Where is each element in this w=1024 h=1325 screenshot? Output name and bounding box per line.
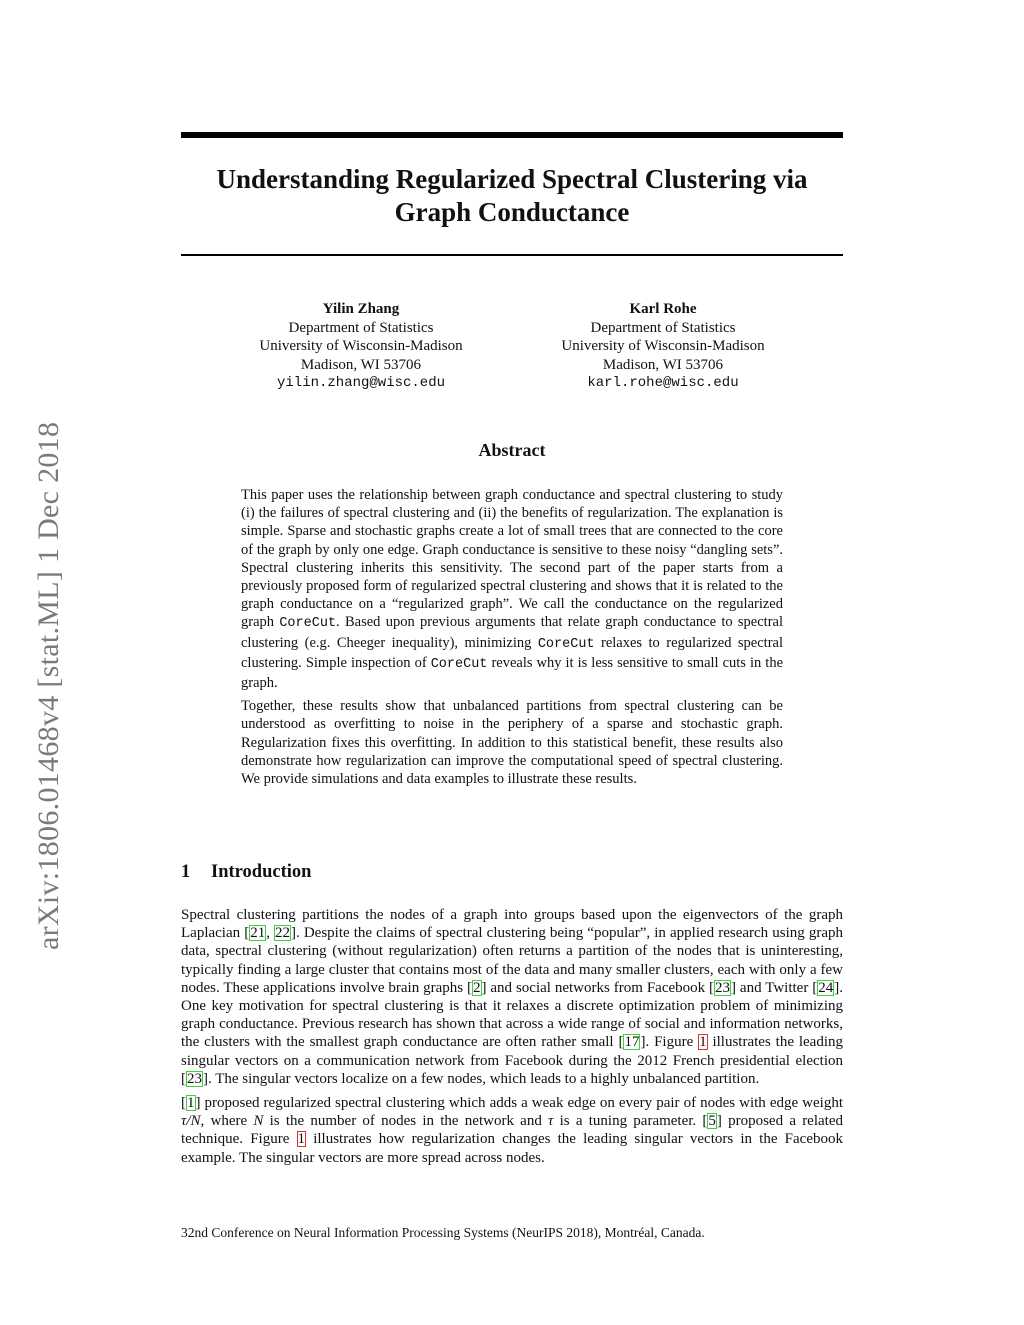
intro-text: ]. One key motivation for spectral clustering is that it relaxes a discrete optimization problem of minimizing graph conductance. Previous research has shown that across a wide range of social and information networks, the clusters with the smallest graph conductance are often rather small [	[181, 979, 843, 1051]
intro-text: ]. Figure	[640, 1034, 699, 1051]
intro-text: Spectral clustering partitions the nodes of a graph into groups based upon the eigenvectors of the graph Laplacian [	[181, 907, 843, 942]
abstract-text: This paper uses the relationship between graph conductance and spectral clustering to study (i) the failures of spectral clustering and (ii) the benefits of regularization. The explanation is simple. Sparse and stochastic graphs create a lot of small trees that are connected to the core of the graph by only one edge. Graph conductance is sensitive to these noisy “dangling sets”. Spectral clustering inherits this sensitivity. The second part of the paper starts from a previously proposed form of regularized spectral clustering and shows that it is related to the graph conductance on a “regularized graph”. We call the conductance on the regularized graph	[241, 487, 783, 631]
citation-link[interactable]: 22	[275, 925, 291, 942]
intro-text: illustrates the leading singular vectors on a communication network from Facebook during the 2012 French presidential election [	[181, 1034, 843, 1087]
intro-text: ]. Despite the claims of spectral clustering being “popular”, in applied research using graph data, spectral clustering (without regularization) often returns a partition of the nodes that is uninteresting, typically finding a large cluster that contains most of the data and many smaller clusters, each with only a few nodes. These applications involve brain graphs [	[181, 925, 843, 996]
title-line-2: Graph Conductance	[394, 197, 630, 227]
citation-link[interactable]: 24	[818, 979, 834, 996]
conference-footnote: 32nd Conference on Neural Information Processing Systems (NeurIPS 2018), Montréal, Canada.	[181, 1225, 705, 1240]
citation-link[interactable]: 1	[187, 1095, 195, 1112]
intro-text: ] and Twitter [	[731, 979, 818, 996]
intro-text: ] and social networks from Facebook [	[481, 979, 715, 996]
abstract-text: . Based upon previous arguments that relate graph conductance to spectral clustering (e.g. Cheeger inequality), minimizing	[241, 614, 783, 651]
citation-link[interactable]: 23	[187, 1070, 202, 1087]
figure-link[interactable]: 1	[699, 1034, 707, 1051]
intro-text: is the number of nodes in the network and	[263, 1113, 549, 1130]
author-name: Karl Rohe	[629, 301, 697, 317]
intro-text: ] proposed regularized spectral clustering which adds a weak edge on every pair of nodes with edge weight	[195, 1095, 843, 1112]
arxiv-stamp: arXiv:1806.01468v4 [stat.ML] 1 Dec 2018	[32, 421, 65, 950]
title-bottom-rule	[181, 254, 843, 256]
abstract-body	[241, 486, 783, 793]
citation-link[interactable]: 2	[473, 979, 481, 996]
section-number: 1	[181, 862, 191, 882]
section-title: Introduction	[211, 862, 312, 882]
abstract-heading: Abstract	[478, 440, 546, 460]
author-block-2	[513, 300, 813, 393]
citation-link[interactable]: 5	[708, 1113, 716, 1130]
author-department: Department of Statistics	[590, 319, 736, 336]
math-symbol: τ/N	[181, 1113, 201, 1130]
author-department: Department of Statistics	[288, 319, 434, 336]
intro-text: ,	[266, 925, 275, 942]
abstract-paragraph-2: Together, these results show that unbalanced partitions from spectral clustering can be understood as overfitting to noise in the periphery of a sparse and stochastic graph. Regularization fixes this overfitting. In addition to this statistical benefit, these results also demonstrate how regularization can improve the computational speed of spectral clustering. We provide simulations and data examples to illustrate these results.	[241, 698, 783, 788]
author-block-1	[211, 300, 511, 393]
paper-title	[181, 163, 843, 229]
author-city: Madison, WI 53706	[300, 356, 422, 373]
title-top-rule	[181, 132, 843, 138]
intro-text: ]. The singular vectors localize on a few nodes, which leads to a highly unbalanced partition.	[203, 1070, 760, 1087]
author-email[interactable]: karl.rohe@wisc.edu	[587, 375, 739, 391]
abstract-paragraph-1	[241, 486, 783, 692]
citation-link[interactable]: 17	[624, 1034, 640, 1051]
section-heading	[181, 862, 311, 883]
figure-link[interactable]: 1	[297, 1131, 306, 1148]
author-city: Madison, WI 53706	[602, 356, 724, 373]
corecut-term: CoreCut	[279, 616, 337, 632]
intro-text: ] proposed a related technique. Figure	[181, 1113, 843, 1148]
abstract-text: relaxes to regularized spectral clustering. Simple inspection of	[241, 634, 783, 671]
intro-paragraph-2: [1] proposed regularized spectral clustering which adds a weak edge on every pair of nodes with edge weight τ/N, where N is the number of nodes in the network and τ is a tuning parameter. [5] proposed a related technique. Figure 1 illustrates how regularization changes the leading singular vectors in the Facebook example. The singular vectors are more spread across nodes.	[181, 1095, 843, 1166]
citation-link[interactable]: 21	[250, 925, 266, 942]
author-name: Yilin Zhang	[322, 301, 400, 317]
introduction-body	[181, 906, 843, 1173]
abstract-text: reveals why it is less sensitive to small cuts in the graph.	[241, 654, 784, 692]
corecut-term: CoreCut	[430, 656, 488, 672]
math-symbol: τ	[548, 1113, 554, 1130]
math-symbol: N	[253, 1113, 264, 1130]
intro-text: , where	[200, 1113, 254, 1130]
intro-paragraph-1	[181, 906, 843, 1088]
author-university: University of Wisconsin-Madison	[561, 338, 765, 354]
corecut-term: CoreCut	[537, 636, 595, 652]
author-university: University of Wisconsin-Madison	[259, 338, 463, 354]
intro-text: illustrates how regularization changes the leading singular vectors in the Facebook example. The singular vectors are more spread across nodes.	[181, 1131, 843, 1166]
author-email[interactable]: yilin.zhang@wisc.edu	[276, 375, 446, 391]
title-line-1: Understanding Regularized Spectral Clustering via	[216, 164, 808, 194]
intro-text: is a tuning parameter. [	[553, 1113, 708, 1130]
citation-link[interactable]: 23	[715, 979, 731, 996]
